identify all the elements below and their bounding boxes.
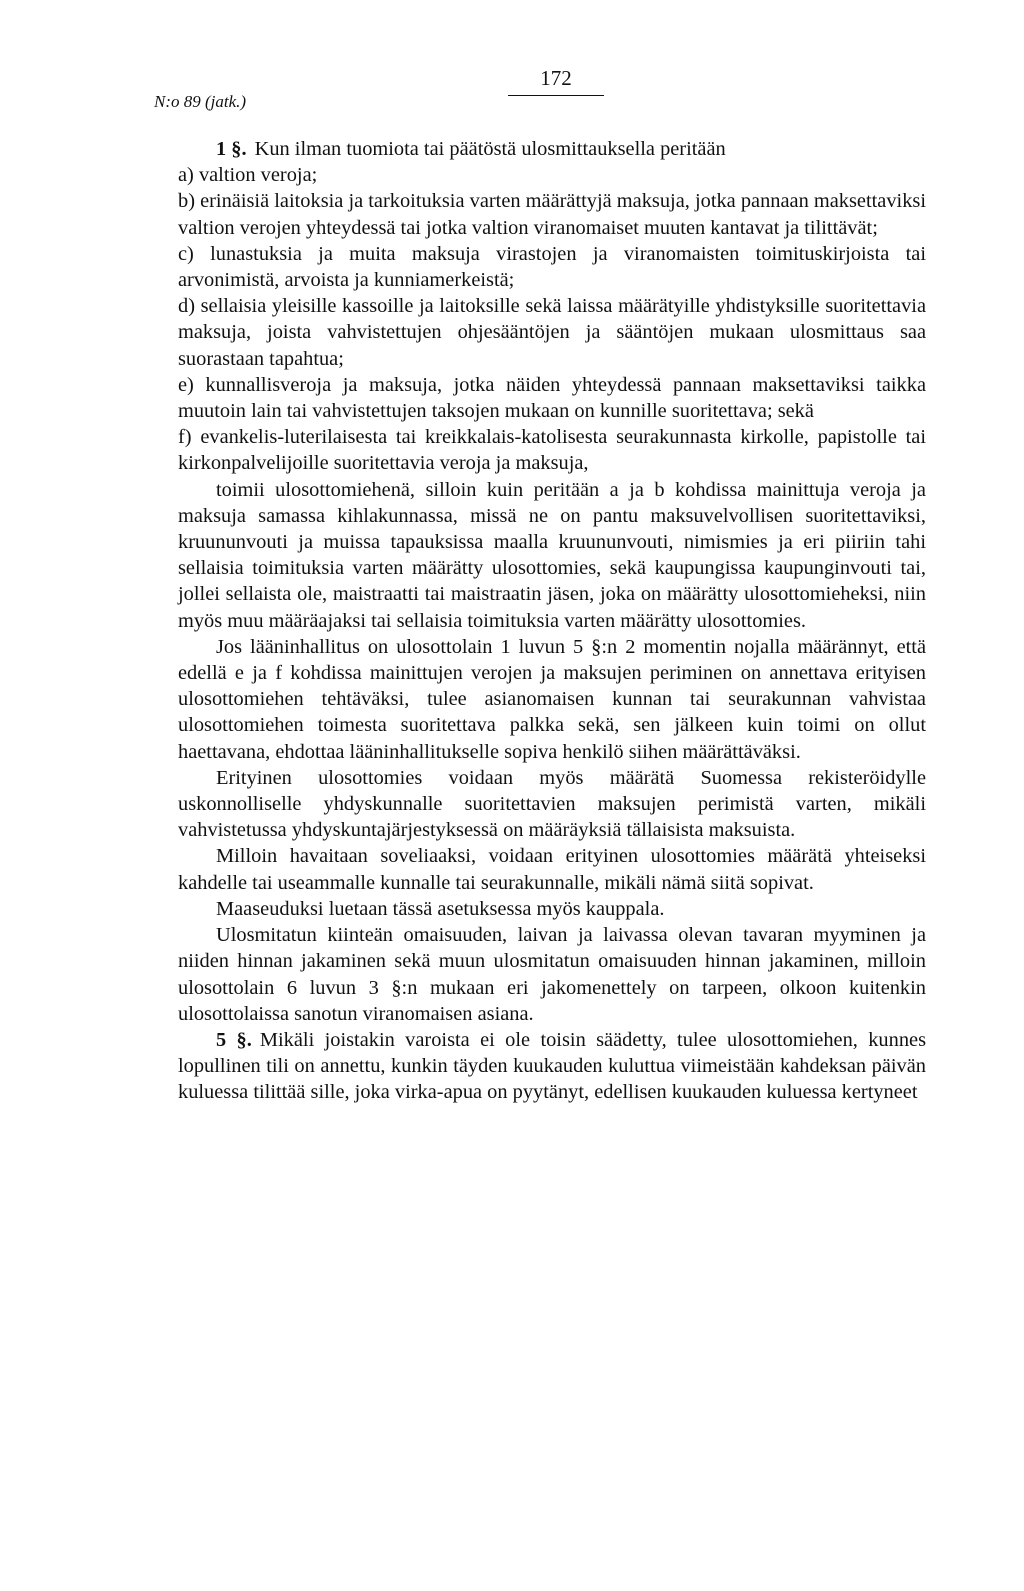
item-a: a) valtion veroja; — [178, 164, 318, 187]
section-1-intro-text: Kun ilman tuomiota tai päätöstä ulosmittauksella peritään — [254, 138, 726, 160]
item-f: f) evankelis-luterilaisesta tai kreikkalais-katolisesta seurakunnasta kirkolle, papistolle tai kirkonpalvelijoille suoritettavia veroja ja maksuja, — [178, 426, 926, 475]
section-5-text: Mikäli joistakin varoista ei ole toisin säädetty, tulee ulosottomiehen, kunnes lopullinen tili on annettu, kunkin täyden kuukauden kuluttua viimeistään kahdeksan päivän kuluessa tilittää sille, joka virka-apua on pyytänyt, edellisen kuukauden kuluessa kertyneet — [178, 1028, 926, 1104]
item-c: c) lunastuksia ja muita maksuja virastojen ja viranomaisten toimituskirjoista tai arvonimistä, arvoista ja kunniamerkeistä; — [178, 242, 926, 292]
section-5 — [178, 1027, 926, 1106]
section-1-intro — [178, 136, 926, 162]
body-text — [178, 136, 926, 1106]
section-1-paragraph-2: Jos lääninhallitus on ulosottolain 1 luvun 5 §:n 2 momentin nojalla määrännyt, että edellä e ja f kohdissa mainittujen verojen ja maksujen periminen on annettava erityisen ulosottomiehen tehtäväksi, tulee asianomaisen kunnan tai seurakunnan vahvistaa ulosottomiehen toimesta suoritettava palkka sekä, sen jälkeen kuin toimi on ollut haettavana, ehdottaa lääninhallitukselle sopiva henkilö siihen määrättäväksi. — [178, 635, 926, 763]
item-b: b) erinäisiä laitoksia ja tarkoituksia varten määrättyjä maksuja, jotka pannaan maksettaviksi valtion verojen yhteydessä tai jotka valtion viranomaiset muuten kantavat ja tilittävät; — [178, 190, 926, 239]
item-e: e) kunnallisveroja ja maksuja, jotka näiden yhteydessä pannaan maksettaviksi taikka muutoin lain tai vahvistettujen taksojen mukaan on kunnille suoritettava; sekä — [178, 373, 926, 423]
running-head: N:o 89 (jatk.) — [154, 92, 247, 111]
section-1-paragraph-3: Erityinen ulosottomies voidaan myös määrätä Suomessa rekisteröidylle uskonnolliselle yhdyskunnalle suoritettavien maksujen perimistä varten, mikäli vahvistetussa yhdyskuntajärjestyksessä on määräyksiä tällaisista maksuista. — [178, 766, 926, 842]
section-1-paragraph-6: Ulosmitatun kiinteän omaisuuden, laivan ja laivassa olevan tavaran myyminen ja niiden hinnan jakaminen sekä muun ulosmitatun omaisuuden hinnan jakaminen, milloin ulosottolain 6 luvun 3 §:n mukaan eri jakomenettely on tarpeen, olkoon kuitenkin ulosottolaissa sanotun viranomaisen asiana. — [178, 924, 926, 1025]
section-5-mark: 5 §. — [216, 1028, 252, 1051]
section-1-conclusion: toimii ulosottomiehenä, silloin kuin peritään a ja b kohdissa mainittuja veroja ja maksuja samassa kihlakunnassa, missä ne on pantu maksuvelvollisen suoritettaviksi, kruununvouti ja muissa tapauksissa maalla kruununvouti, nimismies ja eri piiriin tahi sellaisia toimituksia varten määrätty ulosottomies, sekä kaupungissa kaupunginvouti tai, jollei sellaista ole, maistraatti tai maistraatin jäsen, joka on määrätty ulosottomieheksi, niin myös muu määräajaksi tai sellaisia toimituksia varten määrätty ulosottomies. — [178, 478, 926, 632]
section-1-mark: 1 §. — [216, 138, 247, 160]
item-d: d) sellaisia yleisille kassoille ja laitoksille sekä laissa määrätyille yhdistyksille suoritettavia maksuja, joista vahvistettujen ohjesääntöjen ja sääntöjen mukaan ulosmittaus saa suorastaan tapahtua; — [178, 295, 926, 370]
section-1-paragraph-5: Maaseuduksi luetaan tässä asetuksessa myös kauppala. — [216, 897, 665, 920]
page-number: 172 — [508, 66, 604, 96]
section-1-paragraph-4: Milloin havaitaan soveliaaksi, voidaan erityinen ulosottomies määrätä yhteiseksi kahdelle tai useammalle kunnalle tai seurakunnalle, mikäli nämä siitä sopivat. — [178, 845, 926, 894]
